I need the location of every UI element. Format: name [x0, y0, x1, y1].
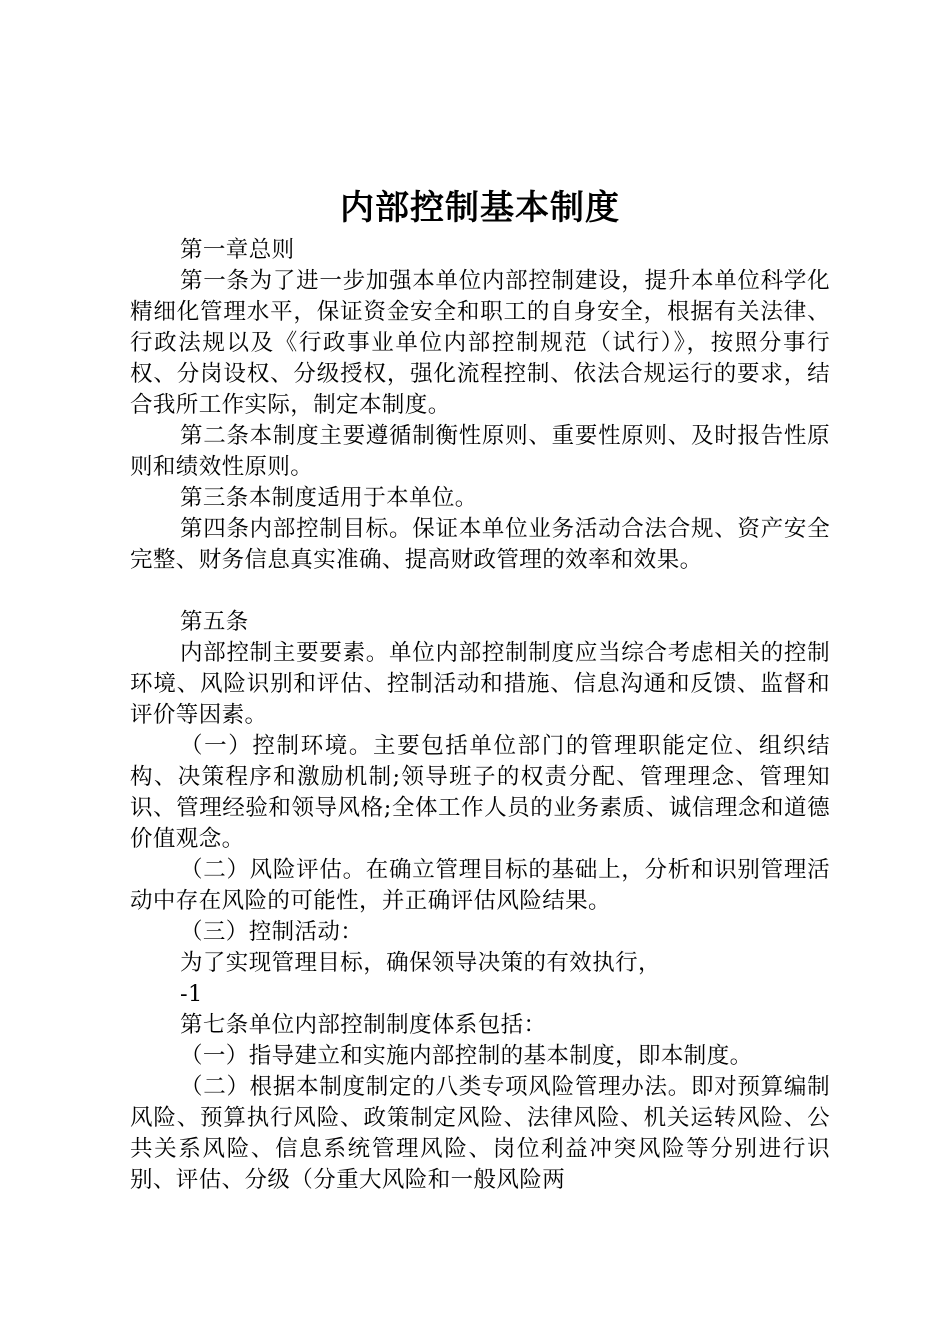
page-marker: -1: [180, 981, 203, 1007]
blank-line: [130, 576, 830, 607]
document-page: [130, 185, 830, 1196]
article-5-body: 内部控制主要要素。单位内部控制制度应当综合考虑相关的控制环境、风险识别和评估、控制活动和措施、信息沟通和反馈、监督和评价等因素。: [130, 640, 830, 728]
chapter-heading: 第一章总则: [180, 237, 295, 263]
article-1: 第一条为了进一步加强本单位内部控制建设，提升本单位科学化精细化管理水平，保证资金安全和职工的自身安全，根据有关法律、行政法规以及《行政事业单位内部控制规范（试行）》，按照分事行权、分岗设权、分级授权，强化流程控制、依法合规运行的要求，结合我所工作实际，制定本制度。: [130, 268, 830, 418]
article-5-heading: 第五条: [180, 609, 249, 635]
item-control-activities: （三）控制活动：: [180, 919, 364, 945]
article-4: 第四条内部控制目标。保证本单位业务活动合法合规、资产安全完整、财务信息真实准确、提高财政管理的效率和效果。: [130, 516, 830, 573]
article-3: 第三条本制度适用于本单位。: [180, 485, 478, 511]
article-2: 第二条本制度主要遵循制衡性原则、重要性原则、及时报告性原则和绩效性原则。: [130, 423, 830, 480]
article-7-item-1: （一）指导建立和实施内部控制的基本制度，即本制度。: [180, 1043, 753, 1069]
control-activities-text: 为了实现管理目标，确保领导决策的有效执行，: [180, 950, 661, 976]
article-7-item-2: （二）根据本制度制定的八类专项风险管理办法。即对预算编制风险、预算执行风险、政策制定风险、法律风险、机关运转风险、公共关系风险、信息系统管理风险、岗位利益冲突风险等分别进行识别、评估、分级（分重大风险和一般风险两: [130, 1074, 830, 1193]
item-control-environment: （一）控制环境。主要包括单位部门的管理职能定位、组织结构、决策程序和激励机制;领导班子的权责分配、管理理念、管理知识、管理经验和领导风格;全体工作人员的业务素质、诚信理念和道德价值观念。: [130, 733, 830, 852]
item-risk-assessment: （二）风险评估。在确立管理目标的基础上，分析和识别管理活动中存在风险的可能性，并正确评估风险结果。: [130, 857, 830, 914]
article-7: 第七条单位内部控制制度体系包括：: [180, 1012, 547, 1038]
document-title: 内部控制基本制度: [340, 188, 620, 228]
